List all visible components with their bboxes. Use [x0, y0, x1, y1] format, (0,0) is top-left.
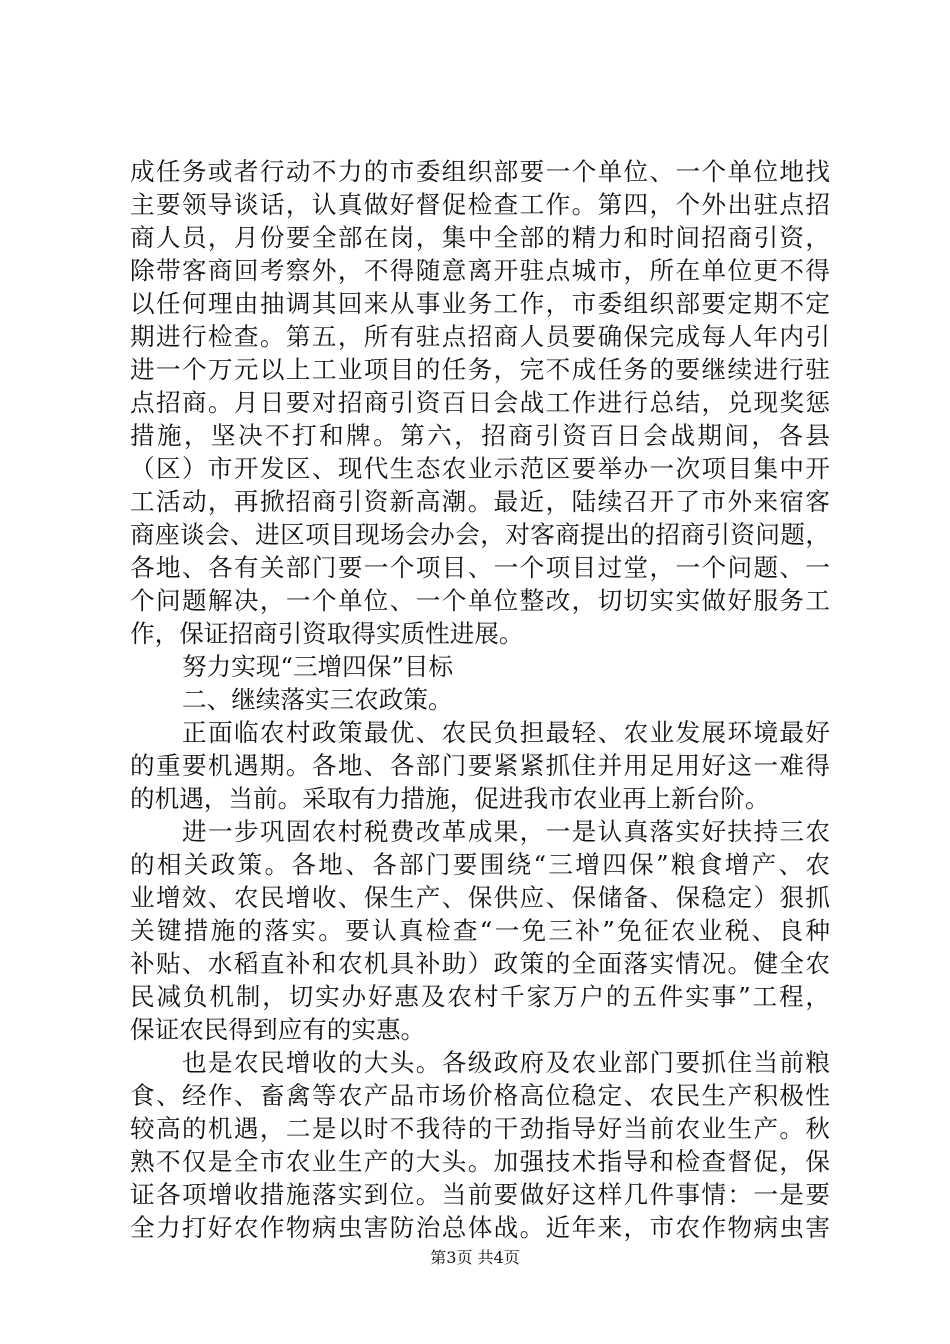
- text-line: 商座谈会、进区项目现场会办会，对客商提出的招商引资问题，: [130, 520, 830, 549]
- body-text: [130, 155, 830, 1244]
- text-line: 措施，坚决不打和牌。第六，招商引资百日会战期间，各县: [130, 421, 830, 450]
- text-line: 的相关政策。各地、各部门要围绕“三增四保”粮食增产、农: [130, 850, 830, 879]
- text-line: 以任何理由抽调其回来从事业务工作，市委组织部要定期不定: [130, 289, 830, 318]
- text-line: 进一步巩固农村税费改革成果，一是认真落实好扶持三农: [182, 817, 830, 846]
- text-line: 个问题解决，一个单位、一个单位整改，切切实实做好服务工: [130, 586, 830, 615]
- text-line: （区）市开发区、现代生态农业示范区要举办一次项目集中开: [130, 454, 830, 483]
- text-line: 补贴、水稻直补和农机具补助）政策的全面落实情况。健全农: [130, 949, 830, 978]
- text-line: 主要领导谈话，认真做好督促检查工作。第四，个外出驻点招: [130, 190, 830, 219]
- text-line: 各地、各有关部门要一个项目、一个项目过堂，一个问题、一: [130, 553, 830, 582]
- section-heading: 努力实现“三增四保”目标: [182, 652, 454, 681]
- text-line: 期进行检查。第五，所有驻点招商人员要确保完成每人年内引: [130, 322, 830, 351]
- text-line: 民减负机制，切实办好惠及农村千家万户的五件实事”工程，: [130, 982, 830, 1011]
- text-line: 正面临农村政策最优、农民负担最轻、农业发展环境最好: [182, 718, 830, 747]
- text-line: 的重要机遇期。各地、各部门要紧紧抓住并用足用好这一难得: [130, 751, 830, 780]
- text-line: 除带客商回考察外，不得随意离开驻点城市，所在单位更不得: [130, 256, 830, 285]
- text-line: 业增效、农民增收、保生产、保供应、保储备、保稳定）狠抓: [130, 883, 830, 912]
- text-line: 全力打好农作物病虫害防治总体战。近年来，市农作物病虫害: [130, 1213, 830, 1242]
- text-line: 成任务或者行动不力的市委组织部要一个单位、一个单位地找: [130, 157, 830, 186]
- text-line: 食、经作、畜禽等农产品市场价格高位稳定、农民生产积极性: [130, 1081, 830, 1110]
- text-line: 证各项增收措施落实到位。当前要做好这样几件事情：一是要: [130, 1180, 830, 1209]
- section-heading: 二、继续落实三农政策。: [182, 685, 453, 714]
- text-line: 进一个万元以上工业项目的任务，完不成任务的要继续进行驻: [130, 355, 830, 384]
- text-line: 点招商。月日要对招商引资百日会战工作进行总结，兑现奖惩: [130, 388, 830, 417]
- text-line: 作，保证招商引资取得实质性进展。: [130, 619, 524, 648]
- text-line: 较高的机遇，二是以时不我待的干劲指导好当前农业生产。秋: [130, 1114, 830, 1143]
- text-line: 的机遇，当前。采取有力措施，促进我市农业再上新台阶。: [130, 784, 770, 813]
- text-line: 工活动，再掀招商引资新高潮。最近，陆续召开了市外来宿客: [130, 487, 830, 516]
- text-line: 商人员，月份要全部在岗，集中全部的精力和时间招商引资，: [130, 223, 830, 252]
- page-number-footer: 第3页 共4页: [430, 1248, 520, 1267]
- text-line: 保证农民得到应有的实惠。: [130, 1015, 426, 1044]
- text-line: 也是农民增收的大头。各级政府及农业部门要抓住当前粮: [182, 1048, 830, 1077]
- text-line: 熟不仅是全市农业生产的大头。加强技术指导和检查督促，保: [130, 1147, 830, 1176]
- text-line: 关键措施的落实。要认真检查“一免三补”免征农业税、良种: [130, 916, 830, 945]
